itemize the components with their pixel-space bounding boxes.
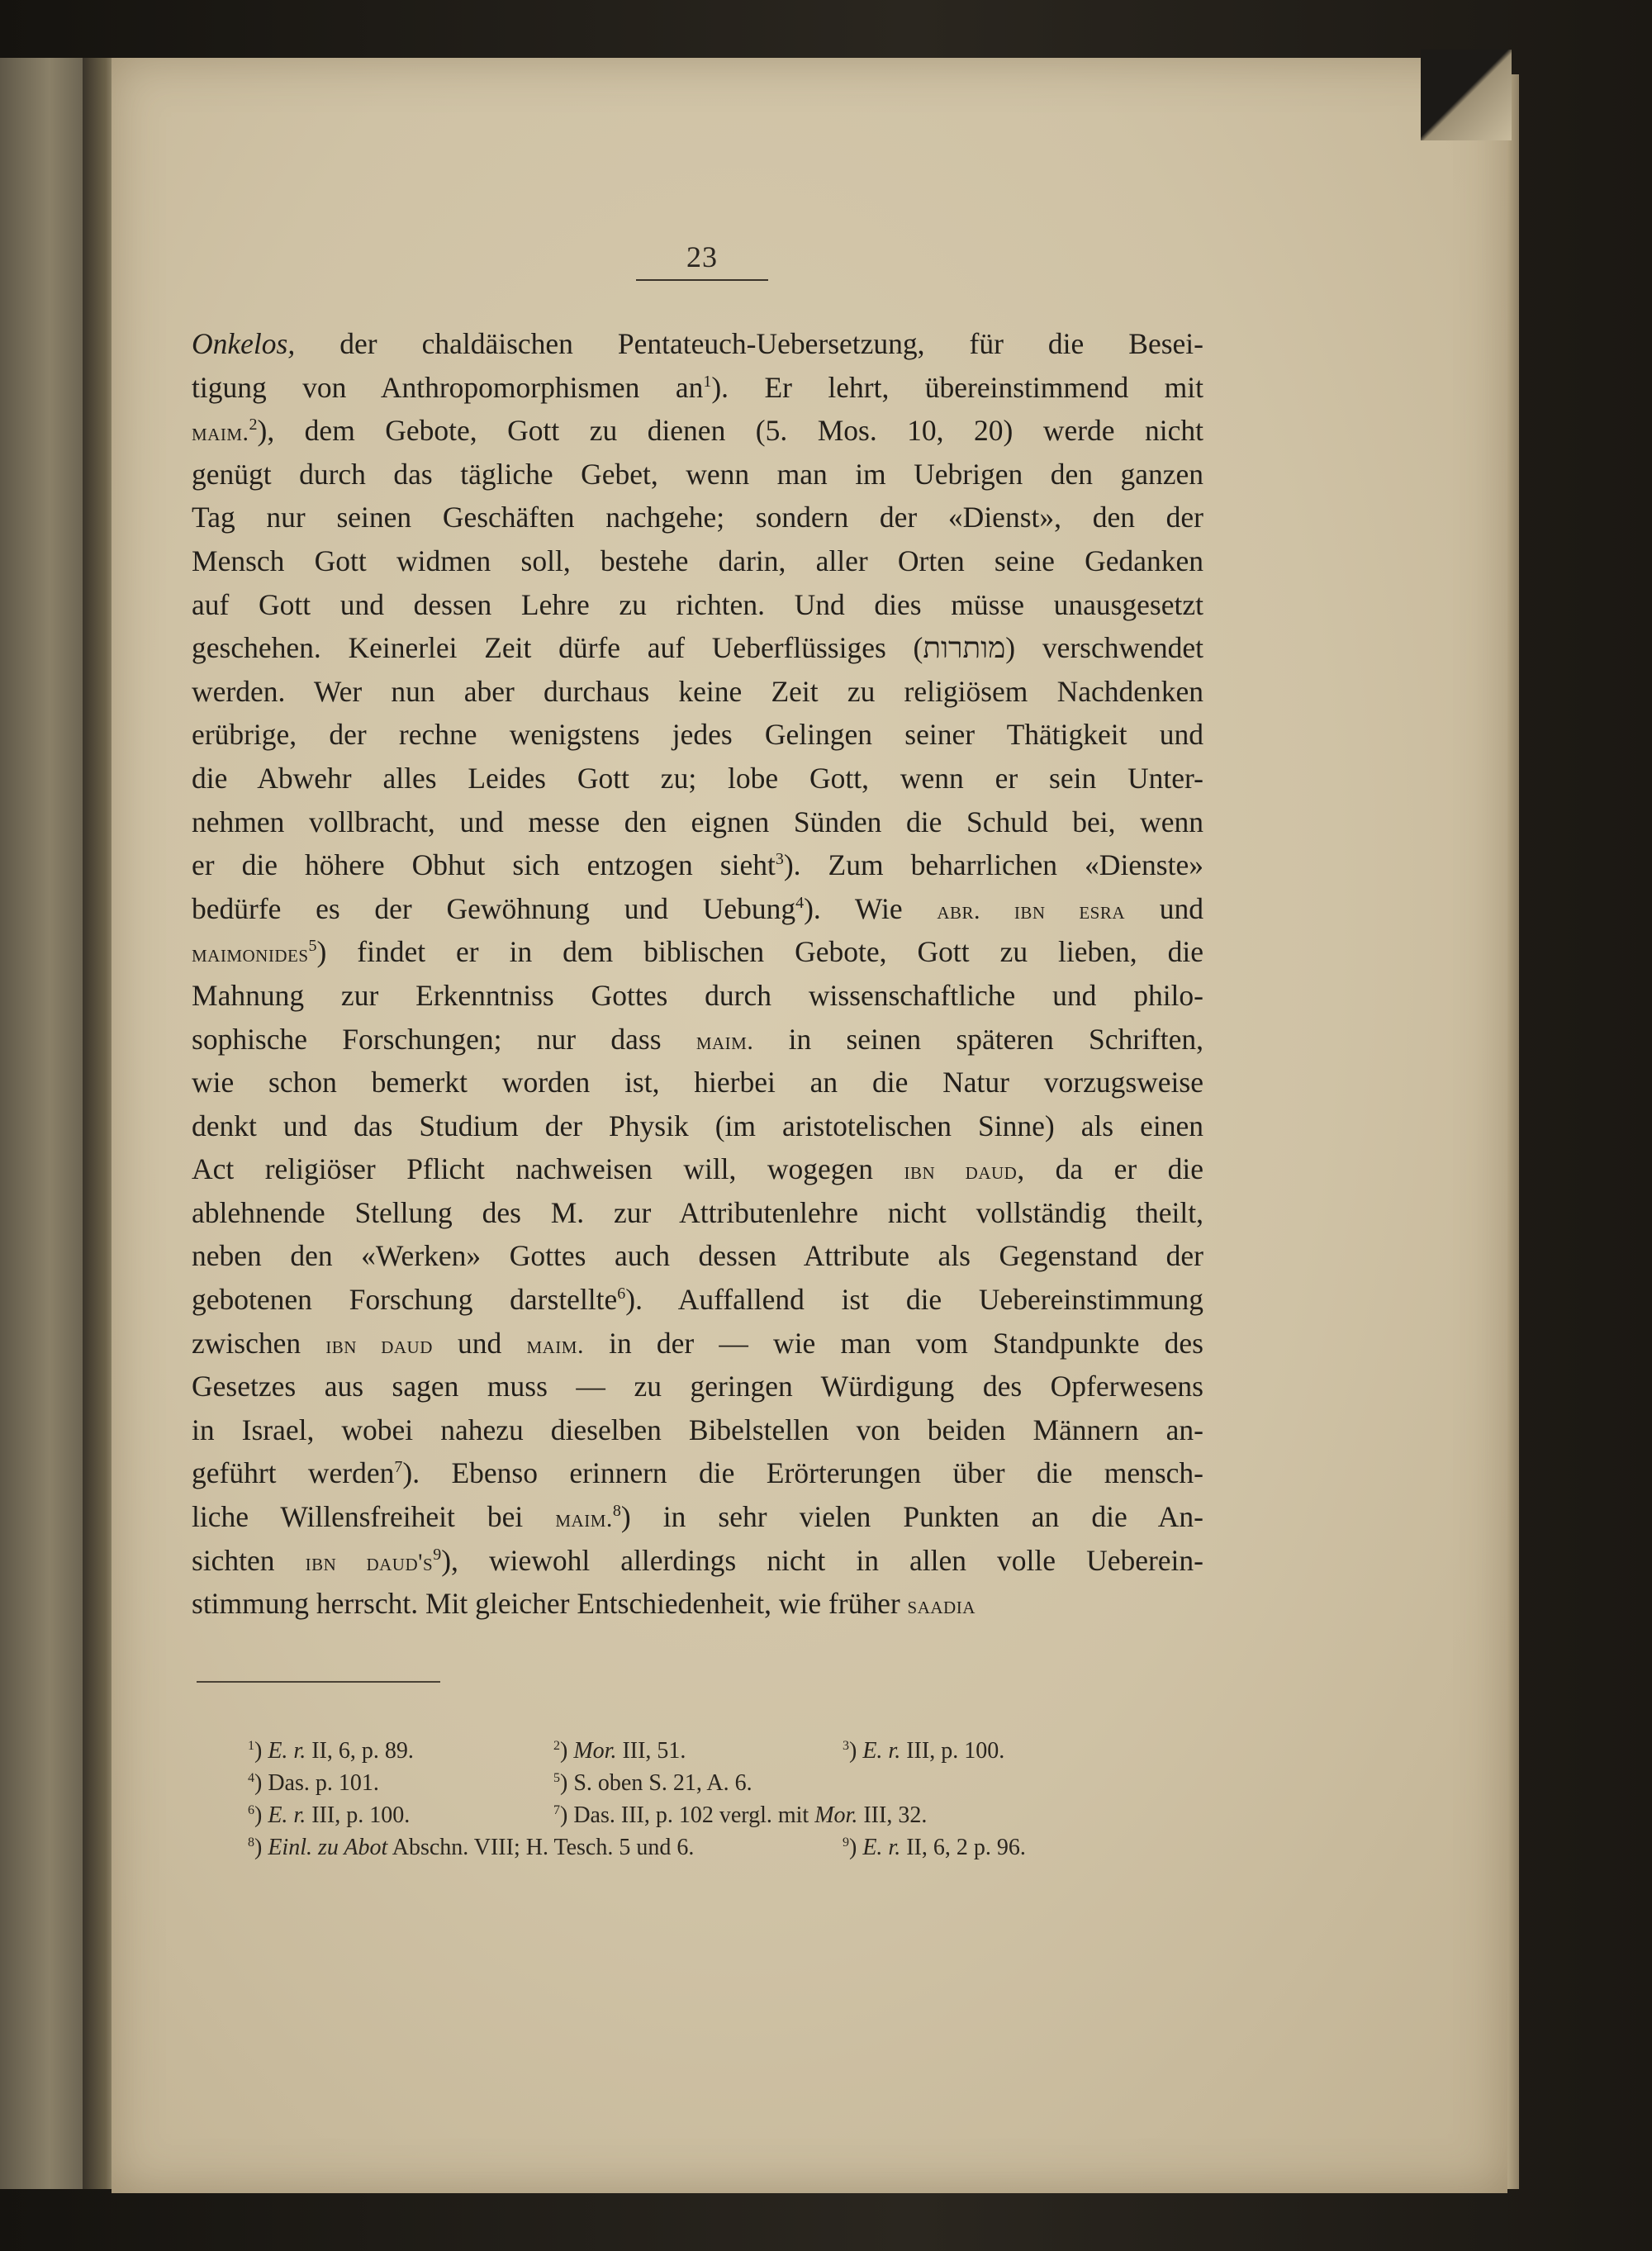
text-line <box>192 1539 1203 1583</box>
footnote-row <box>248 1735 1239 1767</box>
text-line <box>192 757 1203 800</box>
text-run: geführt werden <box>192 1456 395 1490</box>
text-run: und <box>1125 891 1204 925</box>
text-run: sichten <box>192 1543 306 1577</box>
text-run: saadia <box>907 1592 976 1620</box>
footnote-marker: 2 <box>249 416 258 435</box>
footnote-number: 9 <box>843 1835 849 1850</box>
footnote-marker: 7 <box>394 1458 403 1477</box>
text-run: die Abwehr alles Leides Gott zu; lobe Gott, wenn er sein Unter- <box>192 761 1203 795</box>
footnote-number: 7 <box>553 1803 560 1817</box>
text-run: nehmen vollbracht, und messe den eignen Sünden die Schuld bei, wenn <box>192 805 1203 838</box>
text-run: erübrige, der rechne wenigstens jedes Gelingen seiner Thätigkeit und <box>192 718 1203 752</box>
text-line <box>192 1191 1203 1235</box>
footnote-paren: ) <box>849 1835 863 1860</box>
footnote-marker: 6 <box>617 1285 626 1304</box>
text-run: werden. Wer nun aber durchaus keine Zeit zu religiösem Nachdenken <box>192 674 1203 708</box>
text-line <box>192 1278 1203 1322</box>
text-run: Abschn. VIII; H. Tesch. 5 und 6. <box>387 1835 695 1860</box>
text-line <box>192 1495 1203 1539</box>
footnote <box>553 1767 752 1799</box>
text-run: er die höhere Obhut sich entzogen sieht <box>192 848 776 882</box>
footnote-paren: ) <box>254 1835 268 1860</box>
text-run: Das. III, p. 102 vergl. mit <box>573 1802 815 1828</box>
footnote <box>843 1831 1026 1864</box>
text-line <box>192 974 1203 1018</box>
page-edge-right <box>1507 74 1519 2189</box>
text-line <box>192 1322 1203 1365</box>
footnote-number: 3 <box>843 1739 849 1753</box>
book-gutter <box>83 58 116 2189</box>
text-run: liche Willensfreiheit bei <box>192 1500 556 1534</box>
folded-corner <box>1421 50 1512 140</box>
text-run: ibn daud <box>325 1331 433 1359</box>
text-run: , da er die <box>1017 1152 1203 1186</box>
text-run: III, p. 100. <box>306 1802 411 1828</box>
text-line <box>192 1018 1203 1061</box>
text-run: gebotenen Forschung darstellte <box>192 1283 618 1317</box>
text-line <box>192 453 1203 496</box>
text-run: auf Gott und dessen Lehre zu richten. Und dies müsse unausgesetzt <box>192 587 1203 621</box>
text-line <box>192 1408 1203 1452</box>
text-line <box>192 583 1203 627</box>
footnote-paren: ) <box>560 1770 574 1796</box>
text-run: Mensch Gott widmen soll, bestehe darin, aller Orten seine Gedanken <box>192 544 1203 577</box>
text-run: ), wiewohl allerdings nicht in allen volle Ueberein- <box>441 1543 1203 1577</box>
text-run: E. r. <box>862 1835 901 1860</box>
text-run: Onkelos, <box>192 327 296 360</box>
footnote-row <box>248 1831 1239 1864</box>
footnote <box>248 1831 694 1864</box>
text-run: Mor. <box>573 1738 617 1764</box>
text-line <box>192 1104 1203 1148</box>
text-line <box>192 670 1203 714</box>
text-run: bedürfe es der Gewöhnung und Uebung <box>192 891 796 925</box>
text-run: sophische Forschungen; nur dass <box>192 1022 696 1056</box>
footnote-marker: 5 <box>308 937 317 956</box>
footnote-number: 1 <box>248 1739 254 1753</box>
text-line <box>192 322 1203 366</box>
text-run: Einl. zu Abot <box>268 1835 388 1860</box>
footnote <box>248 1767 379 1799</box>
text-run: ibn daud <box>904 1157 1018 1185</box>
footnote-number: 5 <box>553 1771 560 1785</box>
text-run: der chaldäischen Pentateuch-Uebersetzung, für die Besei- <box>295 327 1203 360</box>
text-run: abr. ibn esra <box>937 896 1126 924</box>
text-line <box>192 366 1203 410</box>
footnote-marker: 3 <box>775 850 784 869</box>
footnotes <box>248 1735 1239 1864</box>
text-line <box>192 1147 1203 1191</box>
text-run: wie schon bemerkt worden ist, hierbei an die Natur vorzugsweise <box>192 1066 1203 1099</box>
text-run: tigung von Anthropomorphismen an <box>192 370 704 404</box>
footnote <box>553 1735 686 1767</box>
text-run: II, 6, 2 p. 96. <box>900 1835 1026 1860</box>
text-run: Mahnung zur Erkenntniss Gottes durch wissenschaftliche und philo- <box>192 978 1203 1012</box>
text-run: maim. <box>695 1027 754 1055</box>
text-run: ibn daud's <box>305 1548 434 1576</box>
footnote-number: 2 <box>553 1739 560 1753</box>
text-line <box>192 496 1203 539</box>
text-line <box>192 539 1203 583</box>
text-run: denkt und das Studium der Physik (im aristotelischen Sinne) als einen <box>192 1109 1203 1142</box>
text-run: ). Er lehrt, übereinstimmend mit <box>711 370 1203 404</box>
text-run: ) findet er in dem biblischen Gebote, Gott zu lieben, die <box>316 935 1203 969</box>
text-run: III, 32. <box>857 1802 928 1828</box>
text-run: ). Auffallend ist die Uebereinstimmung <box>625 1283 1203 1317</box>
text-run: neben den «Werken» Gottes auch dessen Attribute als Gegenstand der <box>192 1239 1203 1273</box>
text-run: ) in sehr vielen Punkten an die An- <box>620 1500 1203 1534</box>
previous-page-edge <box>0 58 83 2189</box>
text-line <box>192 1451 1203 1495</box>
text-run: geschehen. Keinerlei Zeit dürfe auf Ueberflüssiges (מותרות) verschwendet <box>192 631 1203 665</box>
text-line <box>192 930 1203 974</box>
text-line <box>192 1582 1203 1626</box>
text-run: maim. <box>555 1505 613 1533</box>
text-run: maim. <box>526 1331 584 1359</box>
text-run: in Israel, wobei nahezu dieselben Bibelstellen von beiden Männern an- <box>192 1413 1203 1446</box>
text-line <box>192 1061 1203 1104</box>
text-run: ). Ebenso erinnern die Erörterungen über die mensch- <box>402 1456 1203 1490</box>
footnote <box>248 1735 414 1767</box>
footnote-paren: ) <box>254 1738 268 1764</box>
footnote-number: 8 <box>248 1835 254 1850</box>
footnote-paren: ) <box>849 1738 863 1764</box>
text-run: Tag nur seinen Geschäften nachgehe; sondern der «Dienst», den der <box>192 501 1203 534</box>
text-run: Gesetzes aus sagen muss — zu geringen Würdigung des Opferwesens <box>192 1370 1203 1403</box>
text-line <box>192 1365 1203 1408</box>
body-text <box>192 322 1203 1626</box>
text-run: S. oben S. 21, A. 6. <box>573 1770 752 1796</box>
text-run: maimonides <box>192 940 309 968</box>
footnote-row <box>248 1799 1239 1831</box>
text-run: ), dem Gebote, Gott zu dienen (5. Mos. 10, 20) werde nicht <box>257 414 1203 448</box>
text-line <box>192 800 1203 844</box>
text-run: ). Zum beharrlichen «Dienste» <box>783 848 1203 882</box>
footnote <box>843 1735 1004 1767</box>
footnote <box>248 1799 410 1831</box>
text-run: E. r. <box>862 1738 901 1764</box>
text-run: stimmung herrscht. Mit gleicher Entschiedenheit, wie früher <box>192 1587 908 1621</box>
text-run: maim. <box>192 419 249 447</box>
footnote-marker: 9 <box>433 1545 442 1564</box>
text-line <box>192 713 1203 757</box>
text-line <box>192 1234 1203 1278</box>
text-run: III, 51. <box>616 1738 686 1764</box>
text-line <box>192 626 1203 670</box>
text-line <box>192 409 1203 453</box>
text-run: ). Wie <box>804 891 938 925</box>
text-run: genügt durch das tägliche Gebet, wenn man im Uebrigen den ganzen <box>192 457 1203 491</box>
text-run: Mor. <box>814 1802 858 1828</box>
page-number: 23 <box>636 240 768 281</box>
text-run: in seinen späteren Schriften, <box>753 1022 1203 1056</box>
footnote-paren: ) <box>560 1738 574 1764</box>
text-run: ablehnende Stellung des M. zur Attributenlehre nicht vollständig theilt, <box>192 1195 1203 1229</box>
footnote <box>553 1799 927 1831</box>
footnote-number: 4 <box>248 1771 254 1785</box>
text-run: E. r. <box>268 1802 306 1828</box>
footnote-marker: 1 <box>703 372 712 391</box>
footnote-number: 6 <box>248 1803 254 1817</box>
footnote-marker: 4 <box>795 893 805 912</box>
text-run: in der — wie man vom Standpunkte des <box>583 1326 1203 1360</box>
text-run: III, p. 100. <box>900 1738 1005 1764</box>
text-run: II, 6, p. 89. <box>306 1738 414 1764</box>
footnote-marker: 8 <box>612 1502 621 1521</box>
text-line <box>192 887 1203 931</box>
footnote-paren: ) <box>254 1770 268 1796</box>
text-run: zwischen <box>192 1326 326 1360</box>
footnote-paren: ) <box>560 1802 574 1828</box>
text-line <box>192 843 1203 887</box>
text-run: Das. p. 101. <box>268 1770 379 1796</box>
text-run: Act religiöser Pflicht nachweisen will, wogegen <box>192 1152 904 1186</box>
footnote-separator <box>197 1681 440 1683</box>
footnote-row <box>248 1767 1239 1799</box>
footnote-paren: ) <box>254 1802 268 1828</box>
text-run: E. r. <box>268 1738 306 1764</box>
text-run: und <box>432 1326 527 1360</box>
